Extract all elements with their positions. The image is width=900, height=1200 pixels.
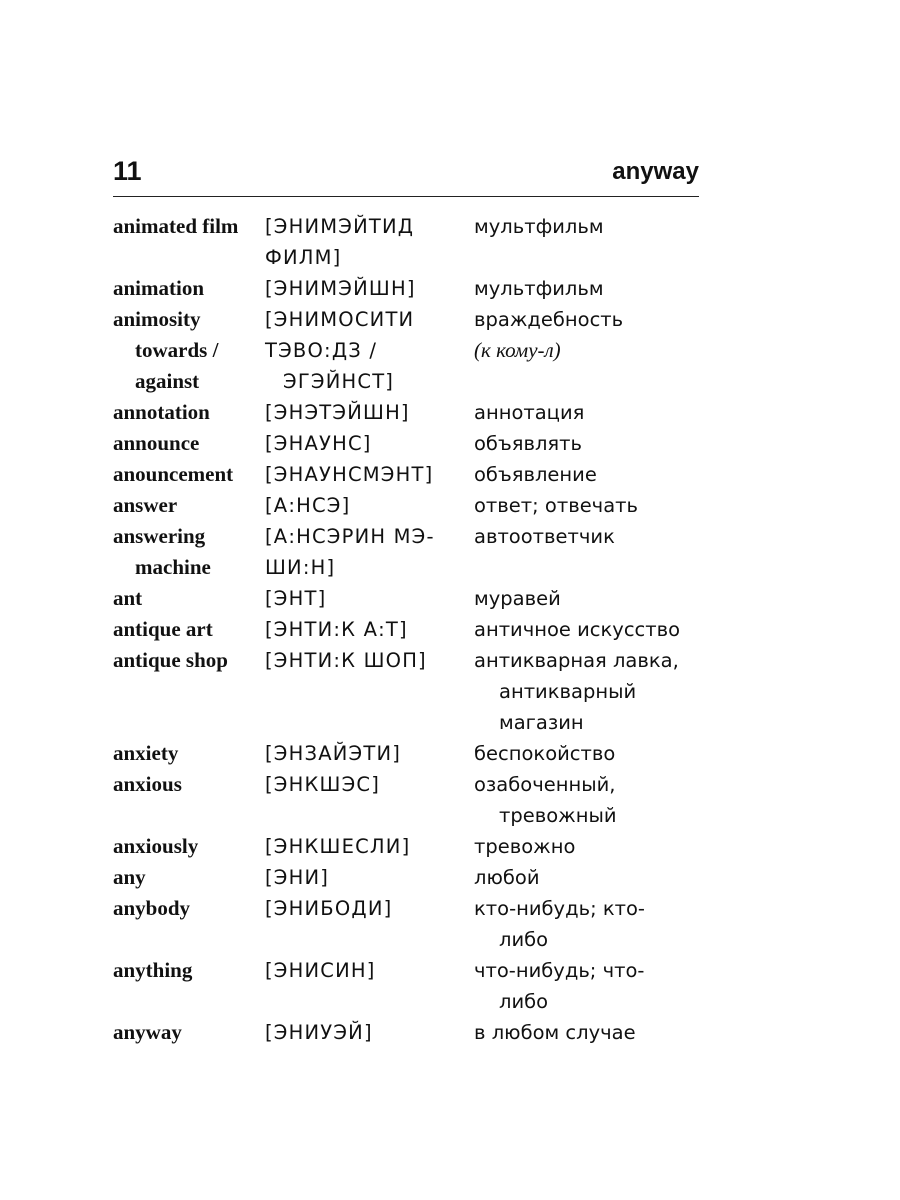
entry-pronunciation: ЭГЭЙНСТ] bbox=[283, 370, 395, 393]
entry-word: machine bbox=[135, 555, 211, 579]
entry-pronunciation: ФИЛМ] bbox=[265, 246, 342, 269]
entry-translation: магазин bbox=[499, 711, 584, 734]
entry-translation: аннотация bbox=[474, 401, 585, 424]
entry-pronunciation: [ЭНТИ:К ШОП] bbox=[265, 649, 427, 672]
entry-word: against bbox=[135, 369, 200, 393]
entry-translation: античное искусство bbox=[474, 618, 681, 641]
entry-pronunciation: [ЭНИБОДИ] bbox=[265, 897, 393, 920]
entry-annotation bbox=[113, 397, 703, 428]
entry-translation: муравей bbox=[474, 587, 561, 610]
entry-translation: объявлять bbox=[474, 432, 583, 455]
entry-translation: антикварная лавка, bbox=[474, 649, 679, 672]
entry-pronunciation: [ЭНТИ:К А:Т] bbox=[265, 618, 408, 641]
entry-pronunciation: [ЭНТ] bbox=[265, 587, 327, 610]
entry-any bbox=[113, 862, 703, 893]
entry-pronunciation: [ЭНКШЭС] bbox=[265, 773, 381, 796]
entry-animosity bbox=[113, 304, 703, 397]
entry-anouncement bbox=[113, 459, 703, 490]
entry-pronunciation: ТЭВО:ДЗ / bbox=[265, 339, 378, 362]
entry-word: answering bbox=[113, 524, 206, 548]
entry-announce bbox=[113, 428, 703, 459]
entry-word: anxious bbox=[113, 772, 182, 796]
entry-word: annotation bbox=[113, 400, 210, 424]
entry-pronunciation: [А:НСЭ] bbox=[265, 494, 351, 517]
entry-word: anxiety bbox=[113, 741, 179, 765]
entry-pronunciation: ШИ:Н] bbox=[265, 556, 336, 579]
entry-word: any bbox=[113, 865, 146, 889]
entry-translation: враждебность bbox=[474, 308, 624, 331]
entry-pronunciation: [ЭНИМЭЙТИД bbox=[265, 215, 415, 238]
entry-pronunciation: [ЭНАУНС] bbox=[265, 432, 372, 455]
entry-answer bbox=[113, 490, 703, 521]
entry-translation: мультфильм bbox=[474, 277, 604, 300]
entry-word: animated film bbox=[113, 214, 239, 238]
entry-translation: в любом случае bbox=[474, 1021, 636, 1044]
entry-translation: беспокойство bbox=[474, 742, 616, 765]
entry-word: animosity bbox=[113, 307, 201, 331]
entry-translation: ответ; отвечать bbox=[474, 494, 639, 517]
entry-animated-film bbox=[113, 211, 703, 273]
entry-word: anybody bbox=[113, 896, 191, 920]
entry-pronunciation: [ЭНИМЭЙШН] bbox=[265, 277, 416, 300]
entry-translation: объявление bbox=[474, 463, 597, 486]
entry-pronunciation: [ЭНИСИН] bbox=[265, 959, 376, 982]
entry-antique-art bbox=[113, 614, 703, 645]
entry-pronunciation: [ЭНКШЕСЛИ] bbox=[265, 835, 411, 858]
entry-translation: мультфильм bbox=[474, 215, 604, 238]
entry-translation: тревожный bbox=[499, 804, 617, 827]
entry-pronunciation: [ЭНАУНСМЭНТ] bbox=[265, 463, 434, 486]
entry-animation bbox=[113, 273, 703, 304]
entry-translation: кто-нибудь; кто- bbox=[474, 897, 645, 920]
entry-antique-shop bbox=[113, 645, 703, 738]
running-head: anyway bbox=[612, 158, 699, 185]
entry-anxiously bbox=[113, 831, 703, 862]
page-header bbox=[113, 152, 699, 197]
entry-pronunciation: [ЭНЗАЙЭТИ] bbox=[265, 742, 402, 765]
entry-translation: автоответчик bbox=[474, 525, 615, 548]
entry-word: antique art bbox=[113, 617, 213, 641]
entry-pronunciation: [ЭНИ] bbox=[265, 866, 330, 889]
dictionary-entries bbox=[113, 211, 703, 1048]
entry-anybody bbox=[113, 893, 703, 955]
entry-translation: любой bbox=[474, 866, 540, 889]
entry-translation: антикварный bbox=[499, 680, 637, 703]
entry-word: ant bbox=[113, 586, 143, 610]
entry-anything bbox=[113, 955, 703, 1017]
entry-word: antique shop bbox=[113, 648, 228, 672]
entry-word: answer bbox=[113, 493, 178, 517]
entry-word: anyway bbox=[113, 1020, 182, 1044]
page-number: 11 bbox=[113, 156, 142, 186]
entry-word: anything bbox=[113, 958, 193, 982]
entry-translation: тревожно bbox=[474, 835, 576, 858]
entry-ant bbox=[113, 583, 703, 614]
entry-usage-note: (к кому-л) bbox=[474, 338, 561, 362]
entry-word: towards / bbox=[135, 338, 219, 362]
entry-pronunciation: [ЭНЭТЭЙШН] bbox=[265, 401, 410, 424]
entry-word: anouncement bbox=[113, 462, 234, 486]
entry-anxious bbox=[113, 769, 703, 831]
entry-translation: либо bbox=[499, 928, 549, 951]
entry-pronunciation: [А:НСЭРИН МЭ- bbox=[265, 525, 435, 548]
entry-anyway bbox=[113, 1017, 703, 1048]
entry-anxiety bbox=[113, 738, 703, 769]
entry-word: announce bbox=[113, 431, 200, 455]
entry-word: anxiously bbox=[113, 834, 199, 858]
entry-translation: либо bbox=[499, 990, 549, 1013]
entry-answering-machine bbox=[113, 521, 703, 583]
entry-translation: озабоченный, bbox=[474, 773, 616, 796]
entry-translation: что-нибудь; что- bbox=[474, 959, 645, 982]
entry-pronunciation: [ЭНИМОСИТИ bbox=[265, 308, 415, 331]
entry-pronunciation: [ЭНИУЭЙ] bbox=[265, 1021, 373, 1044]
entry-word: animation bbox=[113, 276, 205, 300]
